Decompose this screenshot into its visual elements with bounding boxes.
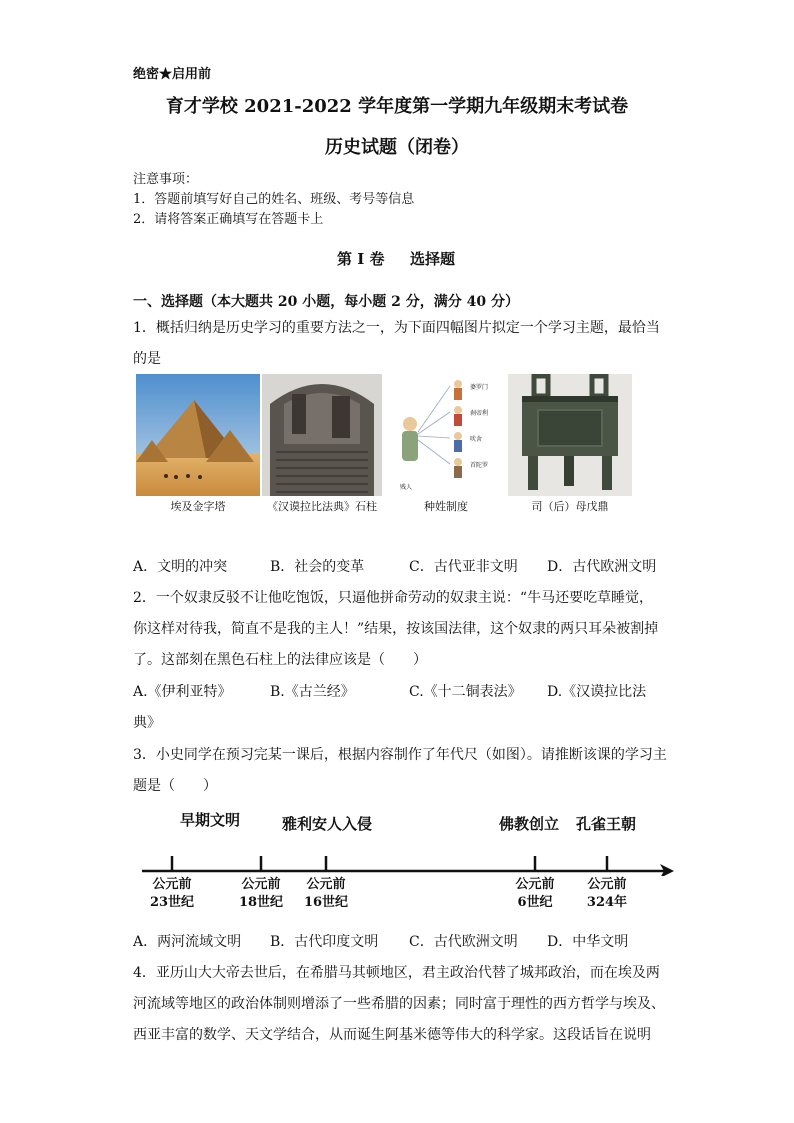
- tick-prefix: 公元前: [515, 877, 555, 892]
- q4-line3: 西亚丰富的数学、天文学结合，从而诞生阿基米德等伟大的科学家。这段话旨在说明: [133, 1027, 651, 1043]
- caste-system-image: [390, 374, 502, 496]
- part-name: 选择题: [410, 250, 456, 268]
- tick-value: 23世纪: [149, 895, 195, 910]
- q1-stem-line2: 的是: [133, 351, 161, 367]
- tick-prefix: 公元前: [306, 877, 346, 892]
- caste-label-5: 贱人: [400, 484, 413, 491]
- q1-option-c[interactable]: C．古代亚非文明: [409, 559, 518, 575]
- tick-prefix: 公元前: [152, 877, 192, 892]
- q2-option-c[interactable]: C.《十二铜表法》: [409, 684, 522, 700]
- notice-item-1: 1．答题前填写好自己的姓名、班级、考号等信息: [133, 192, 415, 207]
- q3-option-a[interactable]: A．两河流域文明: [133, 934, 242, 950]
- q2-option-d[interactable]: D.《汉谟拉比法: [547, 684, 647, 700]
- q2-line1: 2．一个奴隶反驳不让他吃饱饭，只逼他拼命劳动的奴隶主说：“牛马还要吃草睡觉，: [133, 590, 654, 606]
- q1-stem-line1: 1．概括归纳是历史学习的重要方法之一，为下面四幅图片拟定一个学习主题，最恰当: [133, 320, 660, 336]
- q1-option-b[interactable]: B．社会的变革: [270, 559, 365, 575]
- timeline-event-aryan-invasion: 雅利安人入侵: [282, 815, 373, 833]
- tick-value: 324年: [586, 895, 628, 910]
- timeline-tick-18c: [226, 876, 296, 912]
- q2-line2: 你这样对待我，简直不是我的主人！”结果，按该国法律，这个奴隶的两只耳朵被割掉: [133, 621, 659, 637]
- caste-label-1: 婆罗门: [470, 384, 489, 391]
- q2-option-d-continued: 典》: [133, 715, 161, 731]
- tick-value: 16世纪: [303, 895, 349, 910]
- timeline-tick-324: [572, 876, 642, 912]
- tick-value: 6世纪: [517, 895, 553, 910]
- q2-option-a[interactable]: A.《伊利亚特》: [133, 684, 232, 700]
- q3-option-c[interactable]: C．古代欧洲文明: [409, 934, 518, 950]
- hammurabi-stele-image: [262, 374, 382, 496]
- q2-line3: 了。这部刻在黑色石柱上的法律应该是（ ）: [133, 652, 427, 668]
- notice-item-2: 2．请将答案正确填写在答题卡上: [133, 212, 324, 227]
- tick-prefix: 公元前: [587, 877, 627, 892]
- timeline-event-early-civilization: 早期文明: [180, 811, 241, 829]
- confidential-mark: 绝密★启用前: [133, 67, 212, 82]
- ding-vessel-image: [508, 374, 632, 496]
- notice-heading: 注意事项：: [133, 172, 199, 187]
- q1-option-d[interactable]: D．古代欧洲文明: [547, 559, 657, 575]
- timeline-event-maurya: 孔雀王朝: [576, 815, 637, 833]
- q4-line2: 河流域等地区的政治体制则增添了一些希腊的因素；同时富于理性的西方哲学与埃及、: [133, 996, 665, 1012]
- timeline-tick-16c: [291, 876, 361, 912]
- pyramids-image: [136, 374, 260, 496]
- tick-value: 18世纪: [238, 895, 284, 910]
- q3-line1: 3．小史同学在预习完某一课后，根据内容制作了年代尺（如图）。请推断该课的学习主: [133, 747, 667, 763]
- exam-subtitle: 历史试题（闭卷）: [325, 137, 469, 158]
- caption-ding: 司（后）母戊鼎: [531, 500, 609, 513]
- timeline-tick-6c: [500, 876, 570, 912]
- timeline-event-buddhism: 佛教创立: [499, 815, 560, 833]
- caste-label-3: 吠舍: [470, 436, 483, 443]
- timeline-axis: [140, 852, 676, 876]
- caste-label-2: 刹帝利: [470, 410, 489, 417]
- tick-prefix: 公元前: [241, 877, 281, 892]
- caption-hammurabi: 《汉谟拉比法典》石柱: [267, 500, 377, 513]
- part-label: 第 I 卷: [337, 250, 385, 268]
- section-heading: 一、选择题（本大题共 20 小题，每小题 2 分，满分 40 分）: [133, 294, 519, 310]
- q3-option-d[interactable]: D．中华文明: [547, 934, 629, 950]
- exam-title: 育才学校 2021-2022 学年度第一学期九年级期末考试卷: [165, 96, 629, 117]
- q1-option-a[interactable]: A．文明的冲突: [133, 559, 228, 575]
- q4-line1: 4．亚历山大大帝去世后，在希腊马其顿地区，君主政治代替了城邦政治，而在埃及两: [133, 965, 660, 981]
- caption-pyramids: 埃及金字塔: [170, 500, 226, 513]
- timeline-tick-23c: [137, 876, 207, 912]
- caste-label-4: 首陀罗: [470, 462, 489, 469]
- q3-line2: 题是（ ）: [133, 778, 217, 794]
- q2-option-b[interactable]: B.《古兰经》: [270, 684, 355, 700]
- caption-caste: 种姓制度: [424, 500, 468, 513]
- q3-option-b[interactable]: B．古代印度文明: [270, 934, 379, 950]
